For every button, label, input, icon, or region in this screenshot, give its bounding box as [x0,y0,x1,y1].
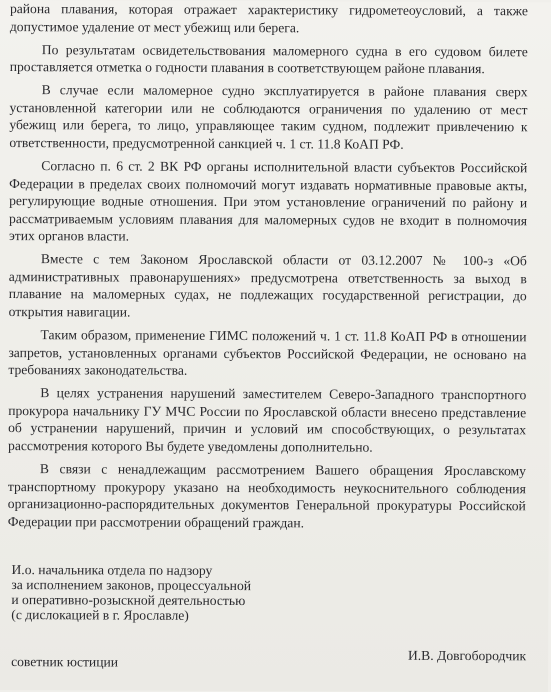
document-body [8,0,528,538]
paragraph: Таким образом, применение ГИМС положений ч. 1 ст. 11.8 КоАП РФ в отношении запретов, установленных органами субъектов Российской Федерации, не основано на требованиях законодательства. [8,327,527,379]
signatory-position-line: и оперативно-розыскной деятельностью [11,592,246,609]
signatory-position-line: И.о. начальника отдела по надзору [11,562,213,578]
paragraph: Вместе с тем Законом Ярославской области от 03.12.2007 № 100-з «Об административных правонарушениях» предусмотрена ответственность за выход в плавание на маломерных судах, не подлежащих государственной регистрации, до открытия навигации. [8,251,527,320]
signatory-position-line: за исполнением законов, процессуальной [11,577,252,594]
paragraph: В связи с ненадлежащим рассмотрением Вашего обращения Ярославскому транспортному прокурору указано на необходимость неукоснительного соблюдения организационно-распорядительных документов Генеральной прокуратуры Российской Федерации при рассмотрении обращений граждан. [7,461,526,531]
paragraph: района плавания, которая отражает характеристику гидрометеоусловий, а также допустимое удаление от мест убежищ или берега. [9,1,528,35]
signatory-rank: советник юстиции [11,654,119,670]
paragraph: В целях устранения нарушений заместителем Северо-Западного транспортного прокурора начальнику ГУ МЧС России по Ярославской области внесено представление об устранении нарушений, причин и условий им способствующих, о результатах рассмотрения которого Вы будете уведомлены дополнительно. [8,385,527,455]
signatory-position-line: (с дислокацией в г. Ярославле) [11,607,189,623]
paragraph: По результатам освидетельствования маломерного судна в его судовом билете проставляется отметка о годности плавания в соответствующем районе плавания. [9,41,528,77]
signatory-name: И.В. Довгобородчик [407,647,527,664]
paragraph: Согласно п. 6 ст. 2 ВК РФ органы исполнительной власти субъектов Российской Федерации в пределах своих полномочий могут издавать нормативные правовые акты, регулирующие водные отношения. При этом установление ограничений по району и рассматриваемым условиям плавания для маломерных судов не входит в полномочия этих органов власти. [8,158,528,244]
paragraph: В случае если маломерное судно эксплуатируется в районе плавания сверх установленной категории или не соблюдаются ограничения по удалению от мест убежищ или берега, то лицо, управляющее таким судном, подлежит привлечению к ответственности, предусмотренной санкцией ч. 1 ст. 11.8 КоАП РФ. [9,82,528,152]
signature-block [11,562,527,670]
signatory-position [11,562,526,624]
